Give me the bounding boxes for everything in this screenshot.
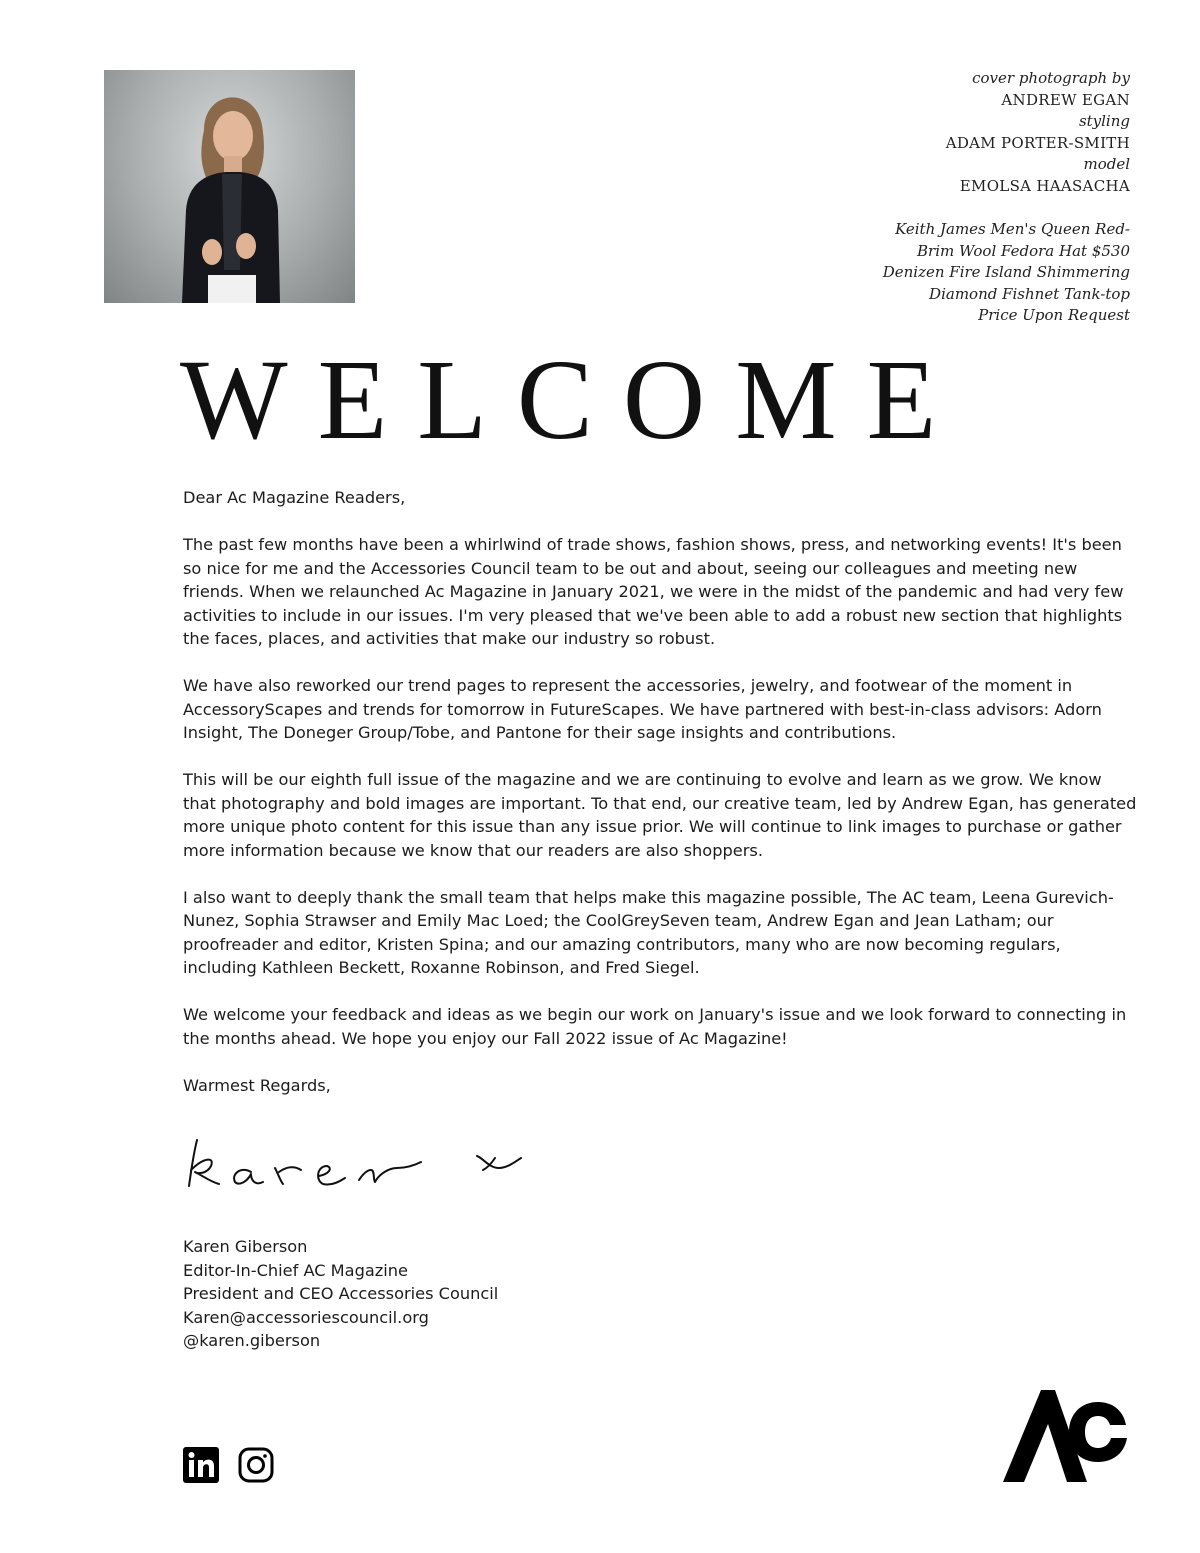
signoff-social-handle[interactable]: @karen.giberson (183, 1331, 321, 1350)
product-credit-line: Diamond Fishnet Tank-top (929, 284, 1130, 303)
linkedin-icon[interactable] (183, 1447, 219, 1483)
letter-paragraph: I also want to deeply thank the small team that helps make this magazine possible, The AC team, Leena Gurevich-Nunez, Sophia Strawser and Emily Mac Loed; the CoolGreySeven team, Andrew Egan and Jean Latham; our proofreader and editor, Kristen Spina; and our amazing contributors, many who are now becoming regulars, including Kathleen Beckett, Roxanne Robinson, and Fred Siegel. (183, 887, 1114, 977)
editor-portrait-photo (104, 70, 355, 303)
signoff-email-link[interactable]: Karen@accessoriescouncil.org (183, 1307, 429, 1327)
social-links (183, 1447, 274, 1483)
model-credit-label: model (1083, 155, 1130, 173)
letter-closing: Warmest Regards, (183, 1075, 331, 1095)
ac-logo (1003, 1388, 1129, 1484)
letter-salutation: Dear Ac Magazine Readers, (183, 488, 406, 507)
product-credit-line: Keith James Men's Queen Red- (895, 220, 1130, 238)
signoff-title: Editor-In-Chief AC Magazine (183, 1260, 408, 1280)
letter-paragraph: The past few months have been a whirlwind of trade shows, fashion shows, press, and networking events! It's been so nice for me and the Accessories Council team to be out and about, seeing our colleagues and meeting new friends. When we relaunched Ac Magazine in January 2021, we were in the midst of the pandemic and had very few activities to include in our issues. I'm very pleased that we've been able to add a robust new section that highlights the faces, places, and activities that make our industry so robust. (183, 535, 1124, 648)
product-credit-line: Denizen Fire Island Shimmering (882, 263, 1130, 281)
handwritten-signature (183, 1128, 543, 1196)
product-credit-line: Price Upon Request (978, 306, 1130, 324)
cover-credits (810, 68, 1130, 327)
editor-letter (183, 486, 1138, 1121)
photo-credit-label: cover photograph by (972, 69, 1130, 87)
signoff-block (183, 1235, 498, 1353)
instagram-icon[interactable] (238, 1447, 274, 1483)
product-credit-line: Brim Wool Fedora Hat $530 (917, 241, 1130, 260)
letter-paragraph: This will be our eighth full issue of the magazine and we are continuing to evolve and learn as we grow. We know that photography and bold images are important. To that end, our creative team, led by Andrew Egan, has generated more unique photo content for this issue than any issue prior. We will continue to link images to purchase or gather more information because we know that our readers are also shoppers. (183, 770, 1137, 860)
photographer-name: ANDREW EGAN (1001, 90, 1130, 109)
letter-paragraph: We have also reworked our trend pages to represent the accessories, jewelry, and footwear of the moment in AccessoryScapes and trends for tomorrow in FutureScapes. We have partnered with best-in-class advisors: Adorn Insight, The Doneger Group/Tobe, and Pantone for their sage insights and contributions. (183, 676, 1102, 742)
signoff-name: Karen Giberson (183, 1237, 308, 1256)
styling-credit-label: styling (1078, 112, 1130, 130)
page-title: WELCOME (180, 336, 967, 463)
letter-paragraph: We welcome your feedback and ideas as we begin our work on January's issue and we look forward to connecting in the months ahead. We hope you enjoy our Fall 2022 issue of Ac Magazine! (183, 1005, 1127, 1048)
model-name: EMOLSA HAASACHA (959, 176, 1130, 195)
signoff-title: President and CEO Accessories Council (183, 1284, 499, 1303)
stylist-name: ADAM PORTER-SMITH (945, 133, 1130, 152)
